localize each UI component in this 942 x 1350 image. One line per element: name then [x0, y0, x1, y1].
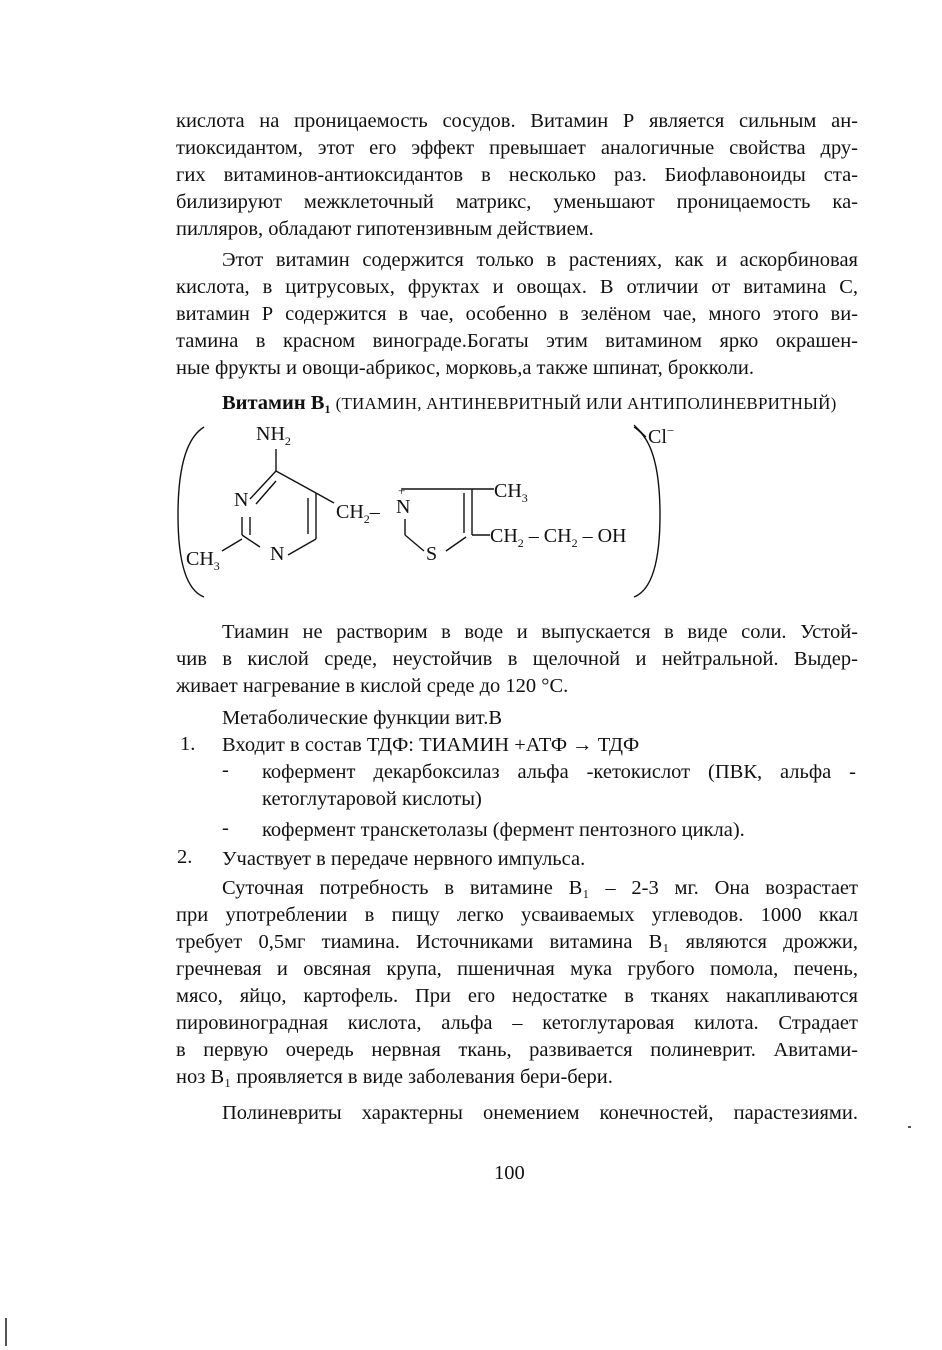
chloride-counterion: Cl−: [648, 423, 675, 448]
hydroxyethyl-side-chain: $CH_2 - CH_2$ – OH: [490, 525, 627, 550]
sublist-item-2: кофермент транскетолазы (фермент пентозного цикла).: [262, 819, 745, 841]
text-line: билизируют межклеточный матрикс, уменьшают проницаемость ка-: [176, 191, 858, 213]
list-number-2: 2.: [177, 846, 193, 868]
text-line: в первую очередь нервная ткань, развивается полиневрит. Авитами-: [176, 1039, 858, 1061]
heading-subscript: 1: [324, 402, 331, 416]
ring-nitrogen-top: N: [234, 489, 249, 511]
paragraph-polyneuritis: Полиневриты характерны онемением конечностей, парастезиями.: [222, 1102, 858, 1124]
paragraph-vitamin-p-effects: [176, 108, 858, 243]
text-line: пилляров, обладают гипотензивным действием.: [176, 218, 594, 240]
text-line: Тиамин не растворим в воде и выпускается в виде соли. Устой-: [222, 621, 858, 643]
page-number: 100: [494, 1162, 525, 1184]
sublist-dash-1: -: [222, 759, 229, 781]
ring-nitrogen-bottom: N: [270, 543, 285, 565]
text-line: ные фрукты и овощи-абрикос, морковь,а также шпинат, брокколи.: [176, 357, 754, 379]
positive-charge: +: [398, 483, 406, 498]
left-bracket: [178, 427, 204, 597]
sublist-item-1-line1: кофермент декарбоксилаз альфа -кетокислот (ПВК, альфа -: [262, 761, 856, 783]
text-line: тамина в красном винограде.Богаты этим витамином ярко окрашен-: [176, 330, 858, 352]
text-line: тиоксидантом, этот его эффект превышает аналогичные свойства дру-: [176, 137, 858, 159]
text-line: требует 0,5мг тиамина. Источниками витамина В₁ являются дрожжи,: [176, 931, 858, 953]
scan-artifact: [908, 1126, 911, 1128]
paragraph-thiamine-properties: [176, 619, 858, 700]
thiamine-structural-formula: [170, 415, 675, 605]
thiazole-sulfur: S: [426, 543, 438, 565]
text-line: гих витаминов-антиоксидантов в несколько раз. Биофлавоноиды ста-: [176, 164, 858, 186]
heading-title: Витамин B: [222, 392, 325, 414]
list-item-2: Участвует в передаче нервного импульса.: [222, 848, 586, 870]
list-item-1: Входит в состав ТДФ: ТИАМИН +АТФ → ТДФ: [222, 734, 640, 756]
bond-bridge: [316, 493, 334, 503]
paragraph-daily-requirement: [176, 875, 858, 1091]
methyl-group-right: $CH_3$: [494, 480, 528, 505]
bond-ch3-left: [222, 539, 242, 551]
thiazole-ring: [402, 489, 472, 551]
amino-group-label: $NH_2$: [256, 423, 291, 448]
sublist-dash-2: -: [222, 817, 229, 839]
text-line: мясо, яйцо, картофель. При его недостатке в тканях накапливаются: [176, 985, 858, 1007]
methyl-group-left: $CH_3$: [186, 548, 220, 573]
text-line: пировиноградная кислота, альфа – кетоглутаровая килота. Страдает: [176, 1012, 858, 1034]
text-line: гречневая и овсяная крупа, пшеничная мука грубого помола, печень,: [176, 958, 858, 980]
text-line: при употреблении в пищу легко усваиваемых углеводов. 1000 ккал: [176, 904, 858, 926]
bracket-tick: [634, 425, 646, 437]
text-line: Этот витамин содержится только в растениях, как и аскорбиновая: [222, 249, 858, 271]
right-bracket: [634, 427, 660, 597]
heading-synonyms: (ТИАМИН, АНТИНЕВРИТНЫЙ ИЛИ АНТИПОЛИНЕВРИТНЫЙ): [335, 394, 837, 413]
thiazole-nitrogen: N: [396, 496, 411, 518]
metabolic-functions-title: Метаболические функции вит.В: [222, 707, 503, 729]
sublist-item-1-line2: кетоглутаровой кислоты): [262, 788, 482, 810]
text-line: живает нагревание в кислой среде до 120 °С.: [176, 675, 569, 697]
section-heading-vitamin-b1: [222, 392, 837, 415]
methylene-bridge: $CH_2-$: [336, 501, 380, 526]
text-line: кислота, в цитрусовых, фруктах и овощах. В отличии от витамина С,: [176, 276, 858, 298]
list-number-1: 1.: [180, 733, 196, 755]
text-line: чив в кислой среде, неустойчив в щелочной и нейтральной. Выдер-: [176, 648, 858, 670]
paragraph-vitamin-p-sources: [176, 247, 858, 382]
text-line: ноз В₁ проявляется в виде заболевания бери-бери.: [176, 1066, 613, 1088]
scan-artifact: [5, 1318, 7, 1346]
text-line: Суточная потребность в витамине В₁ – 2-3 мг. Она возрастает: [222, 877, 858, 899]
text-line: витамин Р содержится в чае, особенно в зелёном чае, много этого ви-: [176, 303, 858, 325]
text-line: кислота на проницаемость сосудов. Витамин Р является сильным ан-: [176, 110, 858, 132]
